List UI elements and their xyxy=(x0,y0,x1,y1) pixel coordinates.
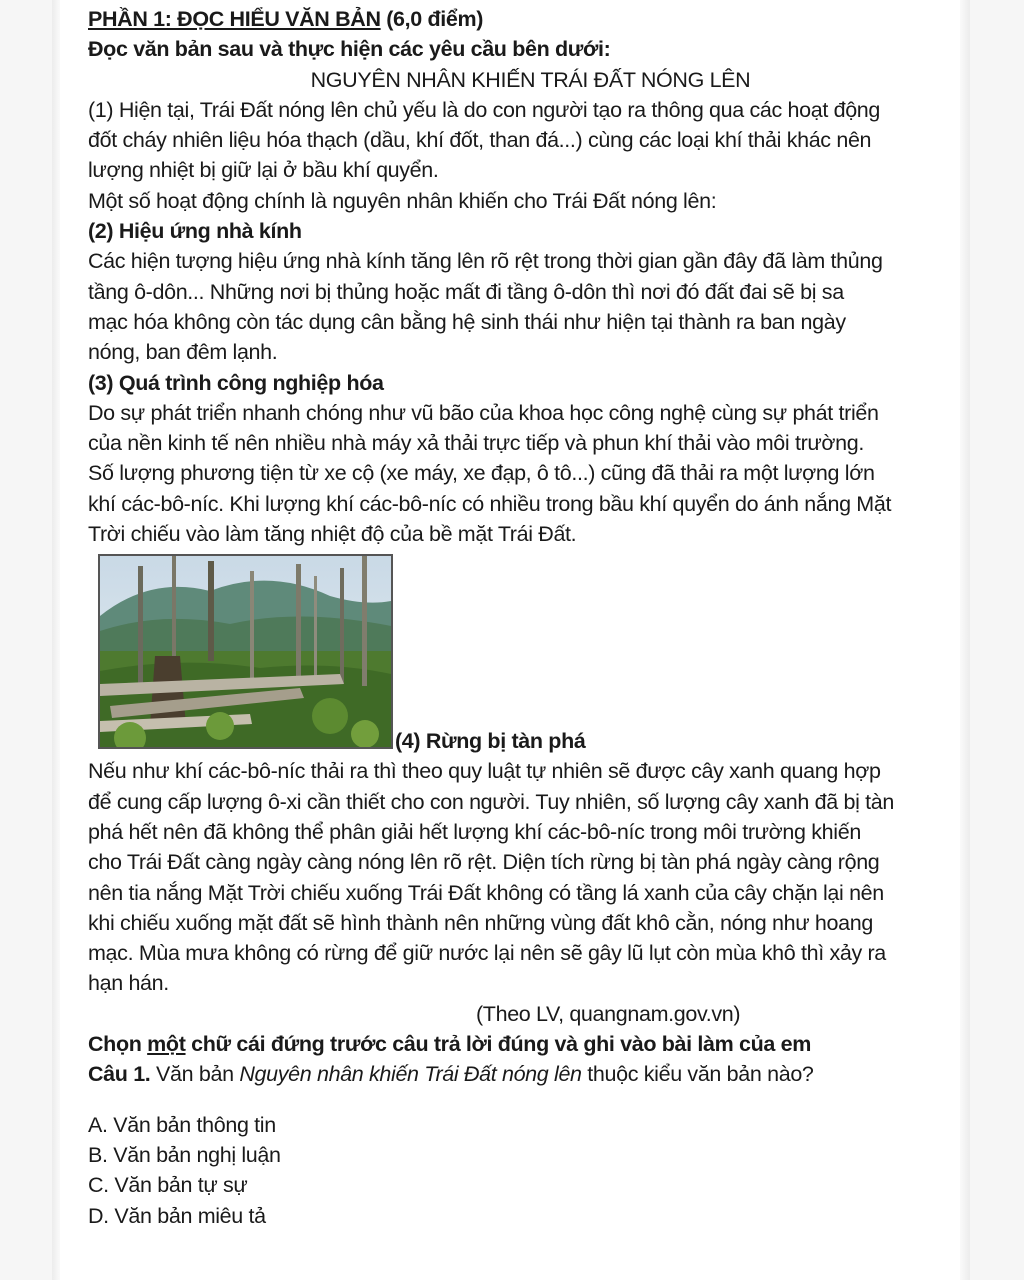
paragraph-line: hạn hán. xyxy=(88,971,169,996)
paragraph-line: Một số hoạt động chính là nguyên nhân khiến cho Trái Đất nóng lên: xyxy=(88,188,717,213)
paragraph-line: đốt cháy nhiên liệu hóa thạch (dầu, khí đốt, than đá...) cùng các loại khí thải khác nên xyxy=(88,128,872,153)
heading-greenhouse: (2) Hiệu ứng nhà kính xyxy=(88,219,302,244)
choose-instruction-after: chữ cái đứng trước câu trả lời đúng và ghi vào bài làm của em xyxy=(185,1032,812,1057)
question-text-before: Văn bản xyxy=(150,1062,240,1087)
paragraph-line: (1) Hiện tại, Trái Đất nóng lên chủ yếu là do con người tạo ra thông qua các hoạt động xyxy=(88,97,881,122)
text-title: NGUYÊN NHÂN KHIẾN TRÁI ĐẤT NÓNG LÊN xyxy=(310,67,751,92)
paragraph-line: cho Trái Đất càng ngày càng nóng lên rõ rệt. Diện tích rừng bị tàn phá ngày càng rộng xyxy=(88,850,880,875)
paragraph-line: Trời chiếu vào làm tăng nhiệt độ của bề mặt Trái Đất. xyxy=(88,522,577,547)
paragraph-line: Số lượng phương tiện từ xe cộ (xe máy, xe đạp, ô tô...) cũng đã thải ra một lượng lớn xyxy=(88,461,875,486)
page-shadow-right xyxy=(960,0,970,1280)
paragraph-line: Nếu như khí các-bô-níc thải ra thì theo quy luật tự nhiên sẽ được cây xanh quang hợp xyxy=(88,759,881,784)
heading-deforestation: (4) Rừng bị tàn phá xyxy=(395,729,586,754)
spacer xyxy=(88,1090,933,1110)
document-content xyxy=(88,4,933,1231)
part-heading-score: (6,0 điểm) xyxy=(386,7,484,31)
question-1 xyxy=(88,1059,933,1089)
paragraph-line: mạc. Mùa mưa không có rừng để giữ nước lại nên sẽ gây lũ lụt còn mùa khô thì xảy ra xyxy=(88,941,886,966)
paragraph-3 xyxy=(88,398,933,549)
question-italic-title: Nguyên nhân khiến Trái Đất nóng lên xyxy=(239,1062,582,1087)
paragraph-1 xyxy=(88,95,933,216)
instruction: Đọc văn bản sau và thực hiện các yêu cầu bên dưới: xyxy=(88,37,611,62)
paragraph-line: khí các-bô-níc. Khi lượng khí các-bô-níc có nhiều trong bầu khí quyển do ánh nắng Mặt xyxy=(88,491,892,516)
choose-instruction-emphasis: một xyxy=(147,1032,186,1057)
heading-industrialization: (3) Quá trình công nghiệp hóa xyxy=(88,370,384,395)
paragraph-line: phá hết nên đã không thể phân giải hết lượng khí các-bô-níc trong môi trường khiến xyxy=(88,819,861,844)
paragraph-line: Do sự phát triển nhanh chóng như vũ bão của khoa học công nghệ cùng sự phát triển xyxy=(88,400,879,425)
paragraph-line: lượng nhiệt bị giữ lại ở bầu khí quyển. xyxy=(88,158,439,183)
option-a: A. Văn bản thông tin xyxy=(88,1112,276,1137)
choose-instruction-before: Chọn xyxy=(88,1032,148,1057)
paragraph-4 xyxy=(88,756,933,998)
part-heading xyxy=(88,4,933,34)
deforestation-photo xyxy=(98,554,393,749)
paragraph-line: mạc hóa không còn tác dụng cân bằng hệ sinh thái như hiện tại thành ra ban ngày xyxy=(88,309,846,334)
paragraph-line: tầng ô-dôn... Những nơi bị thủng hoặc mất đi tầng ô-dôn thì nơi đó đất đai sẽ bị sa xyxy=(88,279,844,304)
question-label: Câu 1. xyxy=(88,1062,151,1087)
paragraph-line: nóng, ban đêm lạnh. xyxy=(88,340,278,365)
question-text-after: thuộc kiểu văn bản nào? xyxy=(581,1062,814,1087)
option-c: C. Văn bản tự sự xyxy=(88,1173,248,1198)
paragraph-line: để cung cấp lượng ô-xi cần thiết cho con người. Tuy nhiên, số lượng cây xanh đã bị tàn xyxy=(88,789,894,814)
paragraph-line: nên tia nắng Mặt Trời chiếu xuống Trái Đất không có tầng lá xanh của cây chặn lại nên xyxy=(88,880,884,905)
paragraph-2 xyxy=(88,246,933,367)
figure-row xyxy=(88,554,933,756)
paragraph-line: của nền kinh tế nên nhiều nhà máy xả thải trực tiếp và phun khí thải vào môi trường. xyxy=(88,431,865,456)
part-heading-main: PHẦN 1: ĐỌC HIỂU VĂN BẢN xyxy=(88,7,381,31)
option-d: D. Văn bản miêu tả xyxy=(88,1203,266,1228)
paragraph-line: Các hiện tượng hiệu ứng nhà kính tăng lên rõ rệt trong thời gian gần đây đã làm thủng xyxy=(88,249,883,274)
page-shadow-left xyxy=(52,0,60,1280)
choose-instruction xyxy=(88,1029,933,1059)
option-b: B. Văn bản nghị luận xyxy=(88,1142,281,1167)
paragraph-line: khi chiếu xuống mặt đất sẽ hình thành nên những vùng đất khô cằn, nóng như hoang xyxy=(88,910,873,935)
source-citation: (Theo LV, quangnam.gov.vn) xyxy=(476,1001,741,1026)
answer-options xyxy=(88,1110,933,1231)
